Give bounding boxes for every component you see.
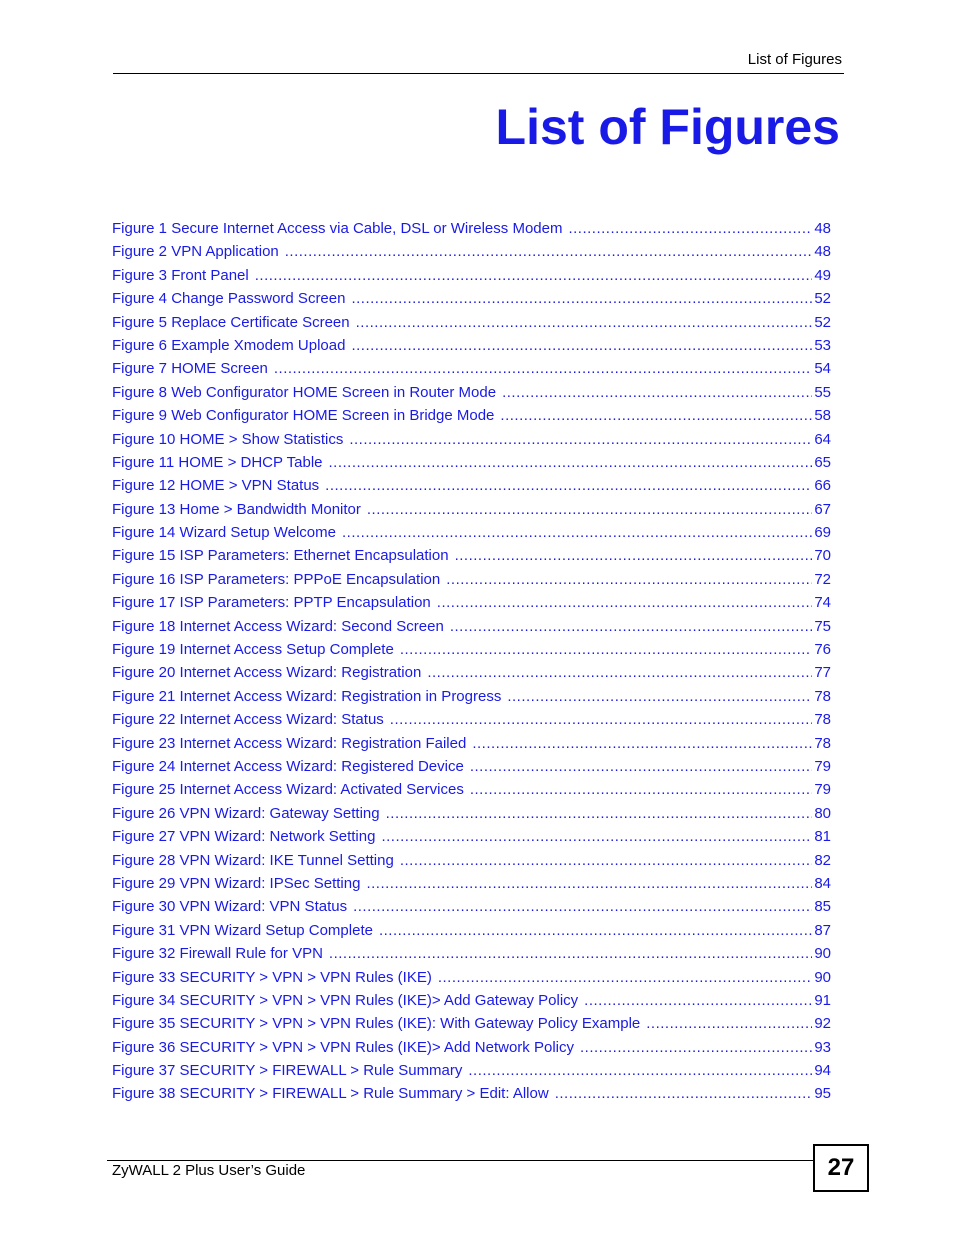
figure-entry-link[interactable] bbox=[112, 732, 831, 755]
figure-entry-page: 65 bbox=[814, 453, 831, 471]
figure-entry-page: 90 bbox=[814, 968, 831, 986]
dot-leader bbox=[325, 474, 812, 497]
dot-leader bbox=[379, 919, 812, 942]
dot-leader bbox=[351, 287, 812, 310]
dot-leader bbox=[507, 685, 812, 708]
figure-entry-title: Figure 22 Internet Access Wizard: Status bbox=[112, 711, 384, 729]
figure-entry-page: 78 bbox=[814, 711, 831, 729]
figure-entry-link[interactable] bbox=[112, 708, 831, 731]
figure-list bbox=[112, 217, 831, 1106]
figure-entry-title: Figure 5 Replace Certificate Screen bbox=[112, 313, 350, 331]
dot-leader bbox=[356, 311, 813, 334]
figure-entry-page: 95 bbox=[814, 1085, 831, 1103]
figure-entry-title: Figure 12 HOME > VPN Status bbox=[112, 477, 320, 495]
figure-entry-title: Figure 37 SECURITY > FIREWALL > Rule Summary bbox=[112, 1062, 463, 1080]
dot-leader bbox=[502, 381, 812, 404]
figure-entry-link[interactable] bbox=[112, 615, 831, 638]
figure-entry-page: 48 bbox=[814, 243, 831, 261]
figure-entry-link[interactable] bbox=[112, 311, 831, 334]
dot-leader bbox=[500, 404, 812, 427]
figure-entry-page: 70 bbox=[814, 547, 831, 565]
figure-entry-page: 85 bbox=[814, 898, 831, 916]
dot-leader bbox=[568, 217, 812, 240]
figure-entry-title: Figure 33 SECURITY > VPN > VPN Rules (IKE) bbox=[112, 968, 432, 986]
figure-entry-title: Figure 10 HOME > Show Statistics bbox=[112, 430, 344, 448]
figure-entry-page: 64 bbox=[814, 430, 831, 448]
figure-entry-page: 49 bbox=[814, 266, 831, 284]
dot-leader bbox=[329, 942, 812, 965]
figure-entry-page: 58 bbox=[814, 407, 831, 425]
footer-rule bbox=[107, 1160, 814, 1161]
figure-entry-link[interactable] bbox=[112, 240, 831, 263]
page-number: 27 bbox=[813, 1144, 869, 1192]
dot-leader bbox=[468, 1059, 812, 1082]
figure-entry-page: 79 bbox=[814, 757, 831, 775]
dot-leader bbox=[353, 895, 812, 918]
figure-entry-link[interactable] bbox=[112, 287, 831, 310]
dot-leader bbox=[470, 755, 812, 778]
figure-entry-title: Figure 1 Secure Internet Access via Cable, DSL or Wireless Modem bbox=[112, 220, 563, 237]
figure-entry-link[interactable] bbox=[112, 334, 831, 357]
figure-entry-link[interactable] bbox=[112, 521, 831, 544]
figure-entry-title: Figure 32 Firewall Rule for VPN bbox=[112, 945, 323, 963]
dot-leader bbox=[400, 638, 812, 661]
dot-leader bbox=[438, 966, 812, 989]
figure-entry-title: Figure 14 Wizard Setup Welcome bbox=[112, 524, 336, 542]
figure-entry-link[interactable] bbox=[112, 638, 831, 661]
figure-entry-page: 69 bbox=[814, 524, 831, 542]
figure-entry-link[interactable] bbox=[112, 661, 831, 684]
dot-leader bbox=[274, 357, 812, 380]
figure-entry-title: Figure 11 HOME > DHCP Table bbox=[112, 453, 323, 471]
dot-leader bbox=[366, 872, 812, 895]
figure-entry-link[interactable] bbox=[112, 989, 831, 1012]
figure-entry-title: Figure 27 VPN Wizard: Network Setting bbox=[112, 828, 376, 846]
figure-entry-title: Figure 3 Front Panel bbox=[112, 266, 249, 284]
figure-entry-title: Figure 19 Internet Access Setup Complete bbox=[112, 641, 394, 659]
figure-entry-title: Figure 16 ISP Parameters: PPPoE Encapsulation bbox=[112, 570, 441, 588]
figure-entry-link[interactable] bbox=[112, 942, 831, 965]
figure-entry-link[interactable] bbox=[112, 1012, 831, 1035]
figure-entry-page: 93 bbox=[814, 1038, 831, 1056]
figure-entry-title: Figure 25 Internet Access Wizard: Activated Services bbox=[112, 781, 464, 799]
figure-entry-page: 53 bbox=[814, 336, 831, 354]
figure-entry-title: Figure 30 VPN Wizard: VPN Status bbox=[112, 898, 348, 916]
figure-entry-title: Figure 24 Internet Access Wizard: Registered Device bbox=[112, 757, 464, 775]
figure-entry-title: Figure 4 Change Password Screen bbox=[112, 290, 346, 308]
dot-leader bbox=[472, 732, 812, 755]
figure-entry-title: Figure 34 SECURITY > VPN > VPN Rules (IKE)> Add Gateway Policy bbox=[112, 991, 579, 1009]
figure-entry-title: Figure 6 Example Xmodem Upload bbox=[112, 336, 346, 354]
figure-entry-link[interactable] bbox=[112, 755, 831, 778]
footer-guide-title: ZyWALL 2 Plus User’s Guide bbox=[112, 1162, 306, 1179]
figure-entry-page: 54 bbox=[814, 360, 831, 378]
figure-entry-link[interactable] bbox=[112, 381, 831, 404]
figure-entry-page: 72 bbox=[814, 570, 831, 588]
dot-leader bbox=[367, 498, 812, 521]
dot-leader bbox=[646, 1012, 812, 1035]
figure-entry-title: Figure 15 ISP Parameters: Ethernet Encapsulation bbox=[112, 547, 449, 565]
figure-entry-title: Figure 18 Internet Access Wizard: Second Screen bbox=[112, 617, 444, 635]
figure-entry-title: Figure 35 SECURITY > VPN > VPN Rules (IKE): With Gateway Policy Example bbox=[112, 1015, 641, 1033]
figure-entry-page: 84 bbox=[814, 874, 831, 892]
figure-entry-title: Figure 13 Home > Bandwidth Monitor bbox=[112, 500, 361, 518]
figure-entry-title: Figure 23 Internet Access Wizard: Registration Failed bbox=[112, 734, 467, 752]
figure-entry-page: 91 bbox=[814, 991, 831, 1009]
figure-entry-link[interactable] bbox=[112, 1059, 831, 1082]
figure-entry-link[interactable] bbox=[112, 1036, 831, 1059]
figure-entry-title: Figure 21 Internet Access Wizard: Registration in Progress bbox=[112, 687, 502, 705]
figure-entry-link[interactable] bbox=[112, 451, 831, 474]
figure-entry-page: 48 bbox=[814, 220, 831, 237]
figure-entry-link[interactable] bbox=[112, 872, 831, 895]
figure-entry-title: Figure 17 ISP Parameters: PPTP Encapsulation bbox=[112, 594, 431, 612]
figure-entry-page: 80 bbox=[814, 804, 831, 822]
figure-entry-page: 66 bbox=[814, 477, 831, 495]
figure-entry-page: 75 bbox=[814, 617, 831, 635]
figure-entry-link[interactable] bbox=[112, 264, 831, 287]
figure-entry-page: 87 bbox=[814, 921, 831, 939]
figure-entry-page: 74 bbox=[814, 594, 831, 612]
figure-entry-page: 78 bbox=[814, 734, 831, 752]
figure-entry-link[interactable] bbox=[112, 474, 831, 497]
page-title: List of Figures bbox=[495, 99, 840, 155]
figure-entry-page: 52 bbox=[814, 313, 831, 331]
dot-leader bbox=[400, 849, 813, 872]
figure-entry-title: Figure 26 VPN Wizard: Gateway Setting bbox=[112, 804, 380, 822]
figure-entry-link[interactable] bbox=[112, 568, 831, 591]
dot-leader bbox=[555, 1082, 813, 1105]
figure-entry-title: Figure 20 Internet Access Wizard: Registration bbox=[112, 664, 422, 682]
figure-entry-title: Figure 29 VPN Wizard: IPSec Setting bbox=[112, 874, 361, 892]
dot-leader bbox=[390, 708, 813, 731]
figure-entry-page: 52 bbox=[814, 290, 831, 308]
figure-entry-link[interactable] bbox=[112, 591, 831, 614]
figure-entry-page: 79 bbox=[814, 781, 831, 799]
figure-entry-title: Figure 8 Web Configurator HOME Screen in Router Mode bbox=[112, 383, 497, 401]
figure-entry-page: 55 bbox=[814, 383, 831, 401]
figure-entry-link[interactable] bbox=[112, 217, 831, 240]
figure-entry-page: 77 bbox=[814, 664, 831, 682]
figure-entry-link[interactable] bbox=[112, 849, 831, 872]
dot-leader bbox=[446, 568, 812, 591]
dot-leader bbox=[349, 428, 812, 451]
figure-entry-link[interactable] bbox=[112, 428, 831, 451]
dot-leader bbox=[285, 240, 813, 263]
figure-entry-title: Figure 31 VPN Wizard Setup Complete bbox=[112, 921, 373, 939]
running-header: List of Figures bbox=[747, 51, 842, 68]
figure-entry-title: Figure 28 VPN Wizard: IKE Tunnel Setting bbox=[112, 851, 394, 869]
dot-leader bbox=[455, 544, 813, 567]
figure-entry-link[interactable] bbox=[112, 778, 831, 801]
dot-leader bbox=[255, 264, 813, 287]
figure-entry-link[interactable] bbox=[112, 825, 831, 848]
dot-leader bbox=[437, 591, 813, 614]
figure-entry-title: Figure 2 VPN Application bbox=[112, 243, 279, 261]
figure-entry-link[interactable] bbox=[112, 895, 831, 918]
figure-entry-page: 92 bbox=[814, 1015, 831, 1033]
figure-entry-link[interactable] bbox=[112, 404, 831, 427]
figure-entry-link[interactable] bbox=[112, 498, 831, 521]
figure-entry-link[interactable] bbox=[112, 544, 831, 567]
dot-leader bbox=[342, 521, 812, 544]
dot-leader bbox=[450, 615, 812, 638]
figure-entry-link[interactable] bbox=[112, 919, 831, 942]
figure-entry-title: Figure 7 HOME Screen bbox=[112, 360, 268, 378]
dot-leader bbox=[381, 825, 812, 848]
figure-entry-page: 81 bbox=[814, 828, 831, 846]
figure-entry-page: 78 bbox=[814, 687, 831, 705]
figure-entry-page: 67 bbox=[814, 500, 831, 518]
figure-entry-page: 90 bbox=[814, 945, 831, 963]
dot-leader bbox=[584, 989, 812, 1012]
figure-entry-link[interactable] bbox=[112, 357, 831, 380]
dot-leader bbox=[427, 661, 812, 684]
dot-leader bbox=[351, 334, 812, 357]
figure-entry-title: Figure 9 Web Configurator HOME Screen in Bridge Mode bbox=[112, 407, 495, 425]
dot-leader bbox=[386, 802, 813, 825]
figure-entry-page: 76 bbox=[814, 641, 831, 659]
figure-entry-link[interactable] bbox=[112, 685, 831, 708]
figure-entry-page: 94 bbox=[814, 1062, 831, 1080]
header-rule bbox=[113, 73, 844, 74]
figure-entry-title: Figure 38 SECURITY > FIREWALL > Rule Summary > Edit: Allow bbox=[112, 1085, 549, 1103]
figure-entry-link[interactable] bbox=[112, 802, 831, 825]
dot-leader bbox=[470, 778, 812, 801]
dot-leader bbox=[329, 451, 813, 474]
dot-leader bbox=[580, 1036, 812, 1059]
figure-entry-page: 82 bbox=[814, 851, 831, 869]
figure-entry-title: Figure 36 SECURITY > VPN > VPN Rules (IKE)> Add Network Policy bbox=[112, 1038, 574, 1056]
figure-entry-link[interactable] bbox=[112, 966, 831, 989]
figure-entry-link[interactable] bbox=[112, 1082, 831, 1105]
